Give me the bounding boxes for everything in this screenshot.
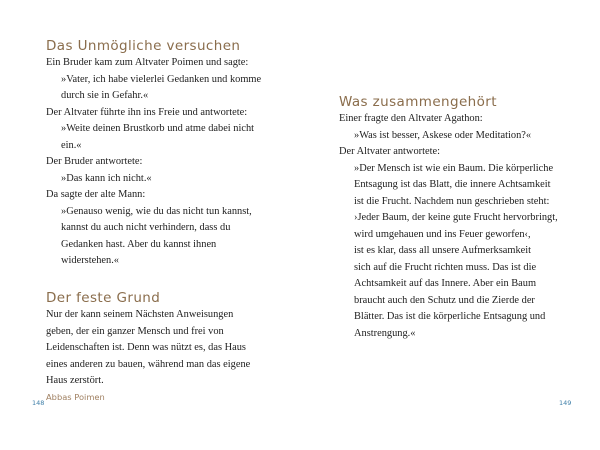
text-line: wird umgehauen und ins Feuer geworfen‹,: [354, 228, 531, 240]
section-heading: Was zusammengehört: [339, 94, 497, 110]
section-was-zusammengehoert: [339, 94, 558, 342]
section-body: [339, 111, 558, 342]
text-line: Anstrengung.«: [354, 327, 416, 339]
section-der-feste-grund: [46, 290, 250, 402]
text-line: »Das kann ich nicht.«: [61, 172, 152, 184]
text-line: durch sie in Gefahr.«: [61, 90, 149, 101]
text-line: Nur der kann seinem Nächsten Anweisungen: [46, 309, 234, 320]
text-line: Gedanken hast. Aber du kannst ihnen: [61, 238, 217, 250]
text-line: Ein Bruder kam zum Altvater Poimen und sagte:: [46, 57, 249, 68]
text-line: kannst du auch nicht verhindern, dass du: [61, 222, 231, 233]
text-line: Einer fragte den Altvater Agathon:: [339, 113, 483, 124]
text-line: widerstehen.«: [61, 255, 119, 266]
section-heading: Das Unmögliche versuchen: [46, 38, 241, 54]
text-line: Achtsamkeit auf das Innere. Aber ein Baum: [354, 278, 537, 289]
right-page: [300, 0, 600, 450]
section-body: [46, 55, 261, 270]
text-line: braucht auch den Schutz und die Zierde der: [354, 294, 535, 306]
text-line: »Genauso wenig, wie du das nicht tun kannst,: [61, 205, 252, 217]
text-line: sich auf die Frucht richten muss. Das ist die: [354, 261, 537, 273]
text-line: Da sagte der alte Mann:: [46, 189, 146, 200]
text-line: Blätter. Das ist die körperliche Entsagung und: [354, 311, 546, 322]
page-number: 149: [559, 399, 572, 407]
text-line: eines anderen zu bauen, während man das eigene: [46, 358, 251, 370]
text-line: »Vater, ich habe vielerlei Gedanken und komme: [61, 73, 262, 85]
text-line: »Der Mensch ist wie ein Baum. Die körperliche: [354, 162, 554, 174]
text-line: »Weite deinen Brustkorb und atme dabei nicht: [61, 123, 255, 134]
text-line: Der Altvater antwortete:: [339, 146, 440, 157]
text-line: Haus zerstört.: [46, 375, 104, 386]
text-line: ist es klar, dass all unsere Aufmerksamkeit: [354, 245, 532, 256]
text-line: ein.«: [61, 139, 82, 151]
text-line: Entsagung ist das Blatt, die innere Achtsamkeit: [354, 179, 551, 190]
text-line: Der Altvater führte ihn ins Freie und antwortete:: [46, 106, 248, 118]
text-line: Der Bruder antwortete:: [46, 156, 143, 167]
page-number: 148: [32, 399, 45, 407]
text-line: geben, der ein ganzer Mensch und frei von: [46, 325, 224, 337]
section-body: [46, 307, 250, 390]
text-line: ist die Frucht. Nachdem nun geschrieben steht:: [354, 195, 550, 207]
section-das-unmoegliche-versuchen: [46, 38, 261, 270]
section-heading: Der feste Grund: [46, 290, 161, 306]
source-attribution: Abbas Poimen: [46, 391, 105, 402]
text-line: Leidenschaften ist. Denn was nützt es, das Haus: [46, 342, 246, 353]
text-line: ›Jeder Baum, der keine gute Frucht hervorbringt,: [354, 212, 558, 223]
text-line: »Was ist besser, Askese oder Meditation?«: [354, 129, 532, 141]
